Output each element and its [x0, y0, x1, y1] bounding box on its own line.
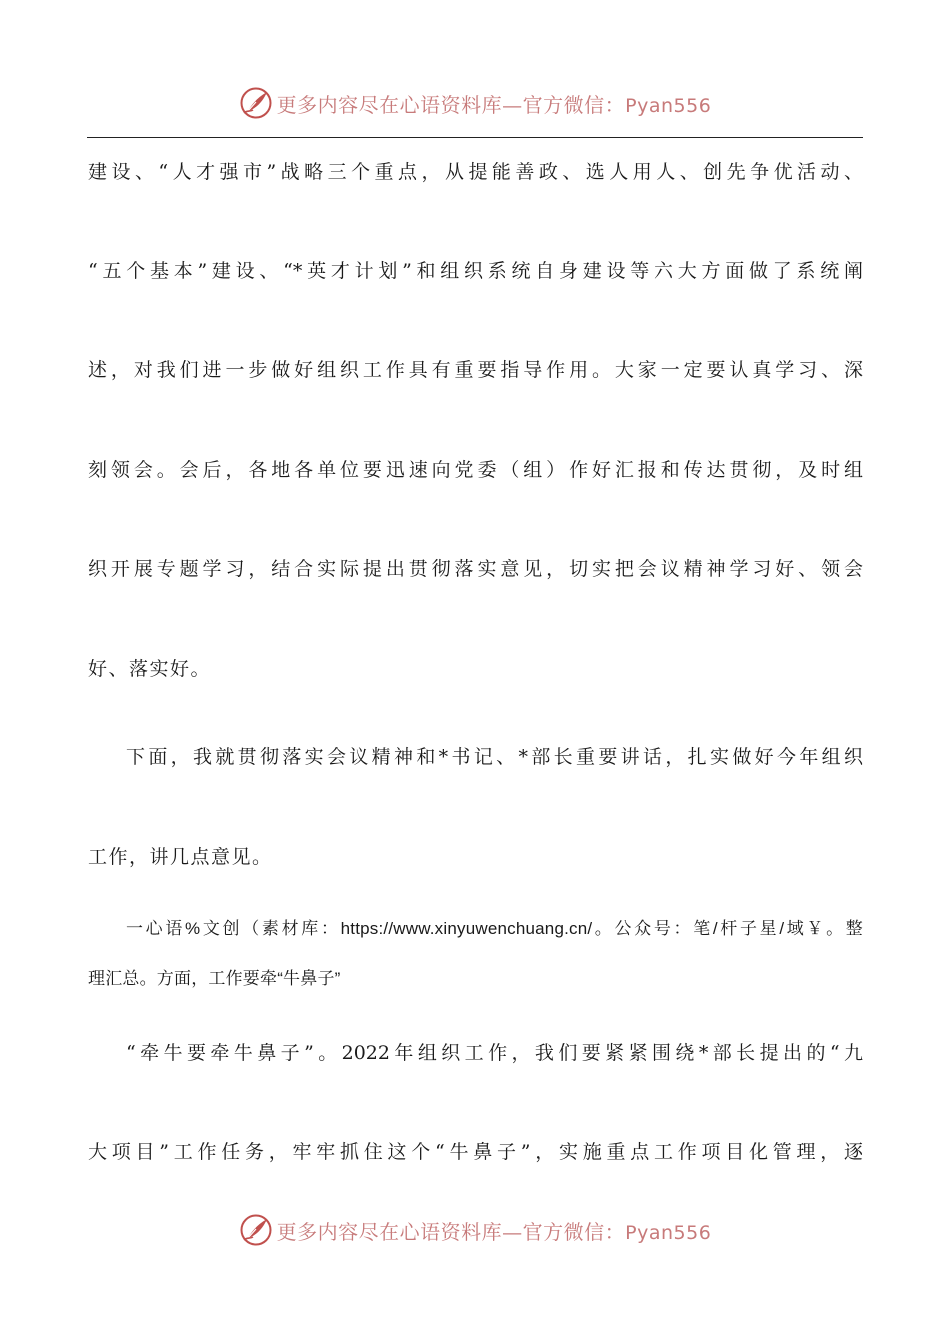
paragraph-start: 下面，我就贯彻落实会议精神和*书记、*部长重要讲话，扎实做好今年组织: [126, 746, 863, 768]
quill-pen-logo-icon: [239, 1213, 273, 1247]
body-line: 建设、“人才强市”战略三个重点，从提能善政、选人用人、创先争优活动、: [88, 161, 863, 183]
body-line: 大项目”工作任务，牢牢抓住这个“牛鼻子”，实施重点工作项目化管理，逐: [88, 1141, 863, 1163]
inserted-note: 一心语%文创（素材库：https://www.xinyuwenchuang.cn/。公众号：笔/杆子星/域￥。整: [126, 919, 863, 938]
wechat-id: Pyan556: [625, 94, 712, 117]
watermark-text: 更多内容尽在心语资料库—官方微信：Pyan556: [276, 92, 712, 117]
body-line: “五个基本”建设、“*英才计划”和组织系统自身建设等六大方面做了系统阐: [88, 260, 863, 282]
quill-pen-logo-icon: [239, 86, 273, 120]
body-line: 织开展专题学习，结合实际提出贯彻落实意见，切实把会议精神学习好、领会: [88, 558, 863, 580]
header-watermark: [0, 83, 950, 123]
body-line: 好、落实好。: [88, 658, 212, 680]
body-line: 刻领会。会后，各地各单位要迅速向党委（组）作好汇报和传达贯彻，及时组: [88, 459, 863, 481]
wechat-id: Pyan556: [625, 1221, 712, 1244]
paragraph-start: “牵牛要牵牛鼻子”。2022年组织工作，我们要紧紧围绕*部长提出的“九: [126, 1042, 863, 1064]
header-divider: [87, 137, 863, 138]
watermark-text: 更多内容尽在心语资料库—官方微信：Pyan556: [276, 1219, 712, 1244]
body-line: 述，对我们进一步做好组织工作具有重要指导作用。大家一定要认真学习、深: [88, 359, 863, 381]
body-line: 工作，讲几点意见。: [88, 846, 273, 868]
footer-watermark: [0, 1210, 950, 1250]
inserted-note-cont: 理汇总。方面，工作要牵“牛鼻子”: [88, 969, 341, 988]
